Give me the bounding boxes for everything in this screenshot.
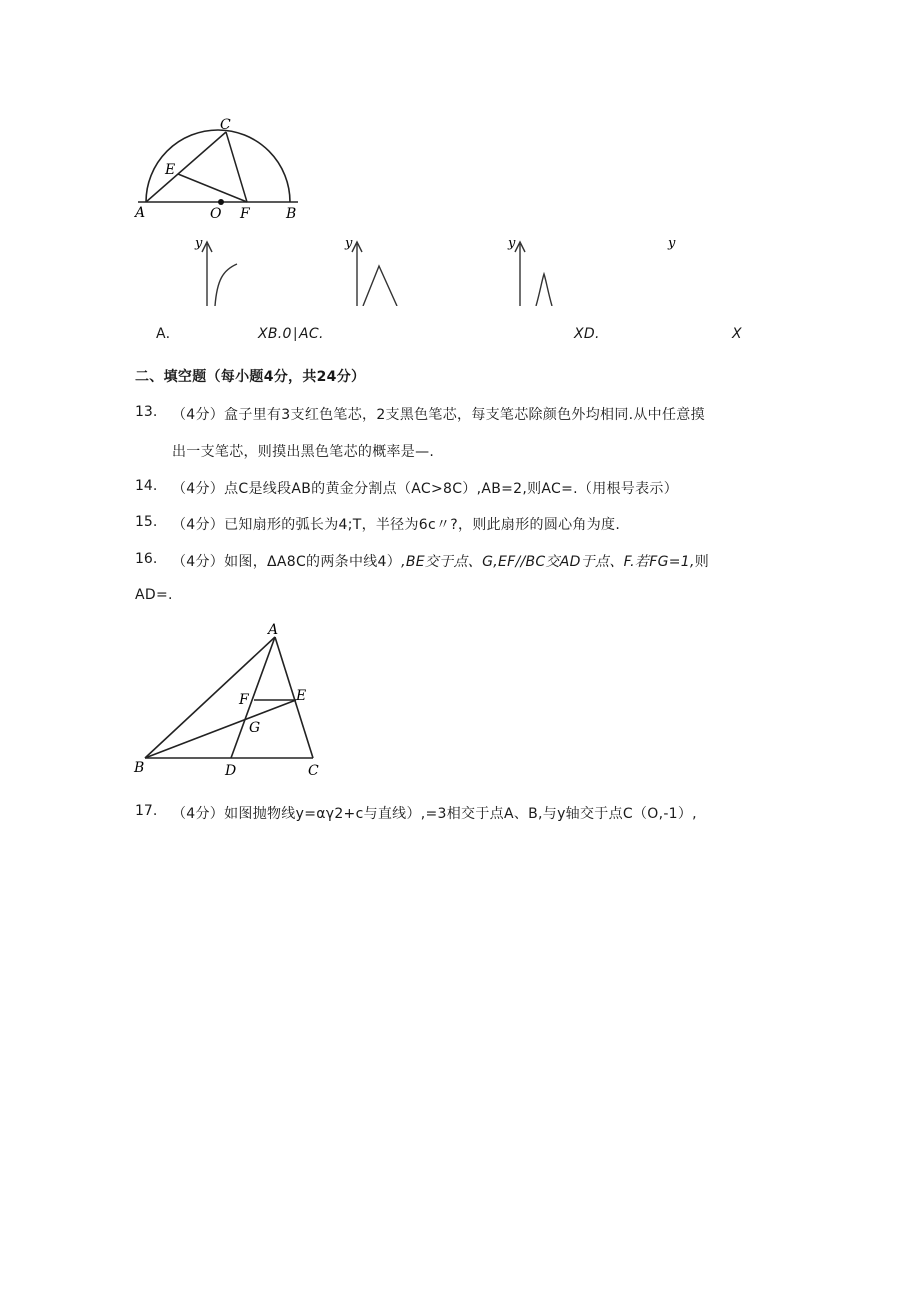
label-f: F [239, 692, 249, 708]
q13-number: 13. [135, 404, 158, 420]
q13-text-line1: （4分）盒子里有3支红色笔芯，2支黑色笔芯，每支笔芯除颜色外均相同.从中任意摸 [172, 407, 705, 423]
label-f: F [240, 206, 250, 222]
option-graph-a-y-label: y [195, 236, 203, 251]
option-graph-d [658, 230, 698, 260]
q17-text: （4分）如图抛物线y=αγ2+c与直线）,=3相交于点A、B,与y轴交于点C（O,-1）, [172, 806, 697, 822]
q13-text-line2: 出一支笔芯，则摸出黑色笔芯的概率是—. [172, 444, 435, 460]
option-x-mark: X [732, 326, 742, 342]
q16-text-line1 [172, 551, 709, 571]
label-b: B [286, 206, 297, 222]
option-graph-d-y-label: y [668, 236, 676, 251]
label-g: G [249, 720, 261, 736]
q15-number: 15. [135, 514, 158, 530]
option-d-label: XD. [574, 326, 600, 342]
label-c: C [220, 117, 231, 133]
label-a: A [135, 205, 146, 221]
semicircle-figure [128, 112, 328, 224]
q14-number: 14. [135, 478, 158, 494]
option-graph-a [185, 230, 265, 306]
label-o: O [210, 206, 222, 222]
q16-text-line2: AD=. [135, 587, 173, 603]
q16-number: 16. [135, 551, 158, 567]
triangle-figure [130, 620, 330, 780]
q14-text: （4分）点C是线段AB的黄金分割点（AC>8C）,AB=2,则AC=.（用根号表示） [172, 481, 678, 497]
q16-text-part3: 则 [694, 554, 710, 570]
q16-text-part1: （4分）如图，ΔA8C的两条中线4） [172, 554, 402, 570]
q17-number: 17. [135, 803, 158, 819]
option-graph-b-y-label: y [345, 236, 353, 251]
label-d: D [225, 763, 237, 779]
label-e: E [165, 162, 176, 178]
option-a-label: A. [156, 326, 171, 342]
option-graph-c [498, 230, 578, 306]
q15-text: （4分）已知扇形的弧长为4;T，半径为6c〃?，则此扇形的圆心角为度. [172, 517, 621, 533]
label-a: A [268, 622, 279, 638]
q16-text-part2: ,BE交于点、G,EF//BC交AD于点、F.若FG=1, [401, 554, 695, 570]
option-b-c-text: XB.0∣AC. [258, 326, 324, 342]
option-graph-c-y-label: y [508, 236, 516, 251]
section-heading: 二、填空题（每小题4分，共24分） [135, 369, 366, 385]
label-b: B [134, 760, 145, 776]
label-e: E [296, 688, 307, 704]
option-graph-b [335, 230, 425, 306]
label-c: C [308, 763, 319, 779]
